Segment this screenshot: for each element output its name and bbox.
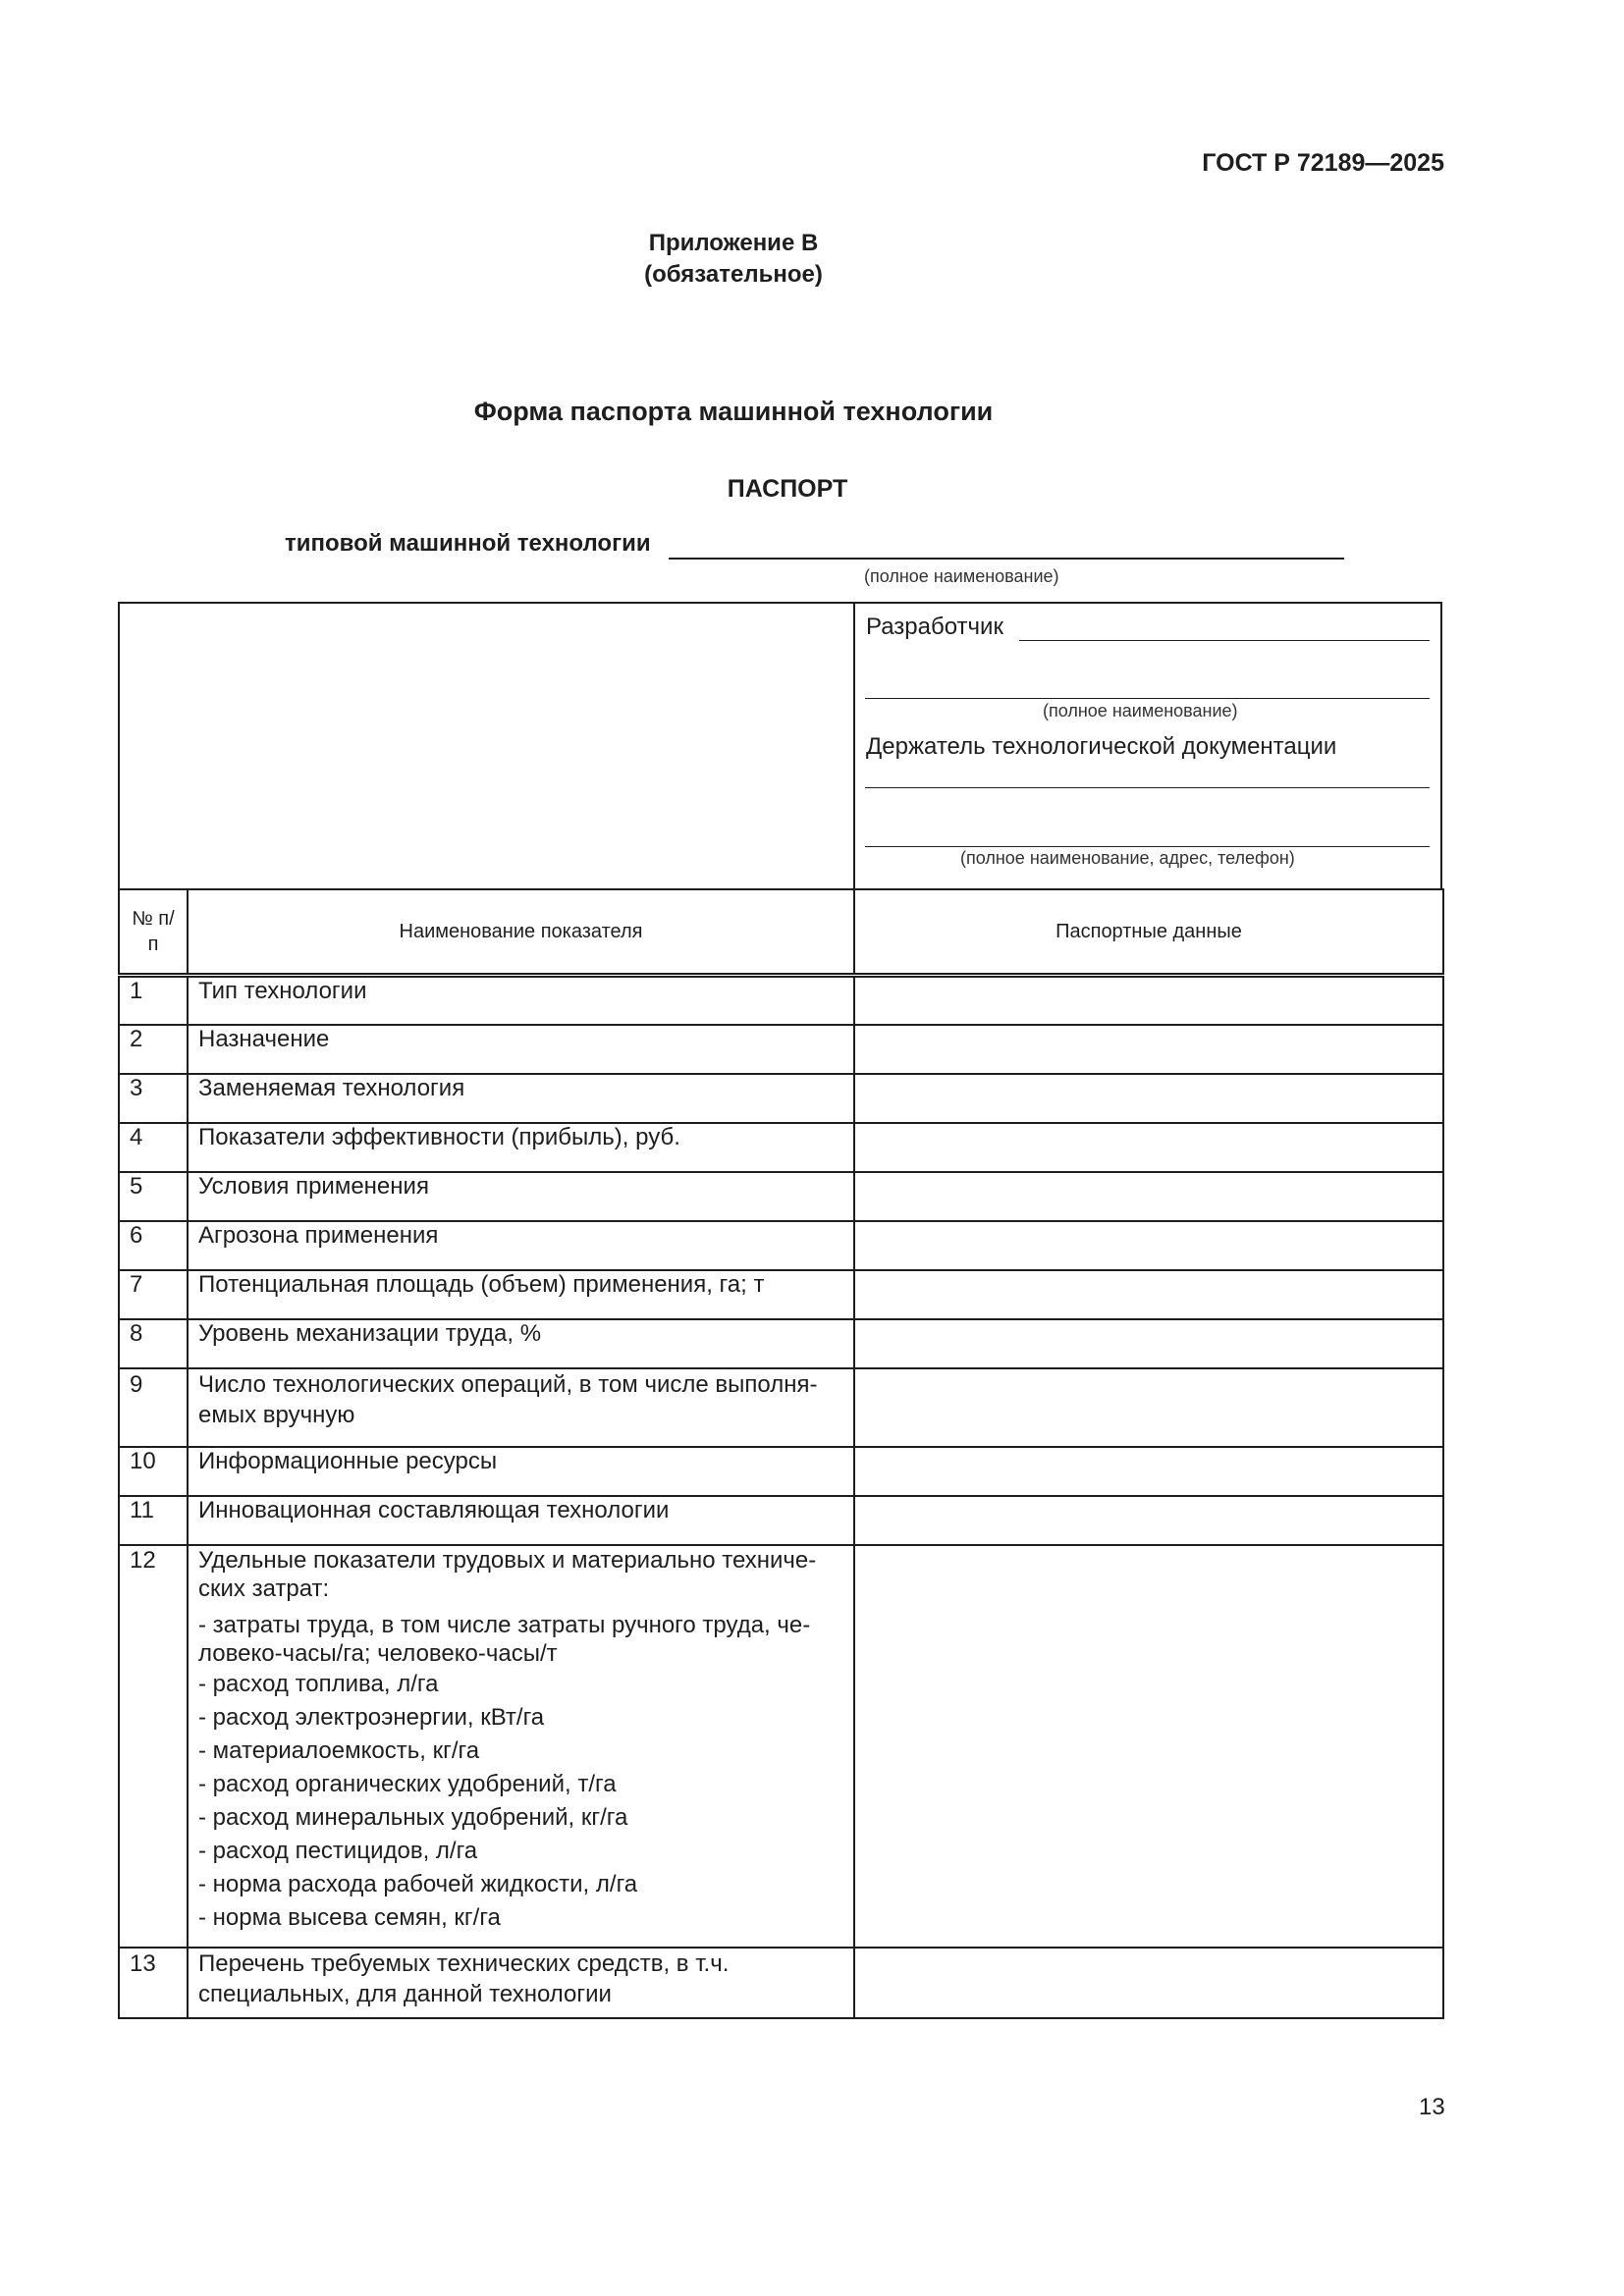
indicator-name: Инновационная составляющая технологии [188, 1496, 854, 1545]
developer-field-line-2 [865, 698, 1430, 699]
row-number: 9 [119, 1368, 188, 1447]
row-number: 6 [119, 1221, 188, 1270]
technology-type-label: типовой машинной технологии [285, 530, 651, 557]
table-row [119, 1545, 1443, 1948]
technology-name-field-line [669, 558, 1344, 560]
passport-data-cell[interactable] [854, 1123, 1443, 1172]
holder-label: Держатель технологической документации [866, 733, 1337, 760]
column-header-data: Паспортные данные [854, 889, 1443, 976]
indicator-name: Число технологических операций, в том числе выполня-емых вручную [188, 1368, 854, 1447]
table-row [119, 1172, 1443, 1221]
passport-data-cell[interactable] [854, 1447, 1443, 1496]
list-item: - расход электроэнергии, кВт/га [198, 1703, 545, 1731]
technology-name-caption: (полное наименование) [864, 566, 1059, 586]
developer-field-line [1019, 640, 1430, 641]
passport-data-cell[interactable] [854, 1368, 1443, 1447]
table-row [119, 976, 1443, 1025]
indicator-name: Агрозона применения [188, 1221, 854, 1270]
table-row [119, 1319, 1443, 1368]
table-row [119, 1270, 1443, 1319]
passport-data-cell[interactable] [854, 1319, 1443, 1368]
page-number: 13 [1419, 2094, 1445, 2120]
passport-data-cell[interactable] [854, 1270, 1443, 1319]
indicator-name: Информационные ресурсы [188, 1447, 854, 1496]
list-item: - норма высева семян, кг/га [198, 1903, 501, 1931]
holder-field-line [865, 787, 1430, 788]
row-number: 1 [119, 976, 188, 1025]
indicator-name: Перечень требуемых технических средств, в т.ч. специальных, для данной технологии [188, 1948, 854, 2018]
passport-data-cell[interactable] [854, 1496, 1443, 1545]
list-item: - норма расхода рабочей жидкости, л/га [198, 1870, 638, 1897]
row-number: 7 [119, 1270, 188, 1319]
standard-number: ГОСТ Р 72189—2025 [1202, 149, 1444, 177]
indicator-group-title: Удельные показатели трудовых и материально техниче-ских затрат: [198, 1546, 817, 1602]
appendix-status: (обязательное) [644, 261, 823, 288]
passport-data-cell[interactable] [854, 1025, 1443, 1074]
holder-field-line-2 [865, 846, 1430, 847]
indicator-name: Показатели эффективности (прибыль), руб. [188, 1123, 854, 1172]
indicator-name: Уровень механизации труда, % [188, 1319, 854, 1368]
table-row [119, 1447, 1443, 1496]
appendix-heading [0, 228, 1545, 291]
passport-data-cell[interactable] [854, 1948, 1443, 2018]
table-header-row [119, 889, 1443, 976]
list-item: - затраты труда, в том числе затраты ручного труда, че-ловеко-часы/га; человеко-часы/т [198, 1611, 811, 1667]
form-title: Форма паспорта машинной технологии [473, 397, 994, 426]
table-row [119, 1221, 1443, 1270]
table-row [119, 1368, 1443, 1447]
row-number: 8 [119, 1319, 188, 1368]
indicator-sublist [198, 1611, 843, 1935]
row-number: 4 [119, 1123, 188, 1172]
table-row [119, 1123, 1443, 1172]
header-box-divider [853, 602, 855, 890]
table-row [119, 1025, 1443, 1074]
table-row [119, 1496, 1443, 1545]
passport-table [118, 888, 1444, 2019]
developer-caption: (полное наименование) [1043, 701, 1238, 721]
column-header-name: Наименование показателя [188, 889, 854, 976]
passport-data-cell[interactable] [854, 1221, 1443, 1270]
list-item: - материалоемкость, кг/га [198, 1736, 480, 1764]
passport-data-cell[interactable] [854, 1172, 1443, 1221]
row-number: 12 [119, 1545, 188, 1948]
list-item: - расход минеральных удобрений, кг/га [198, 1803, 628, 1831]
column-header-num: № п/п [119, 889, 188, 976]
indicator-name: Назначение [188, 1025, 854, 1074]
row-number: 11 [119, 1496, 188, 1545]
row-number: 5 [119, 1172, 188, 1221]
passport-data-cell[interactable] [854, 976, 1443, 1025]
appendix-title: Приложение В [648, 230, 819, 256]
indicator-name: Тип технологии [188, 976, 854, 1025]
passport-title: ПАСПОРТ [727, 475, 848, 503]
developer-label: Разработчик [866, 614, 1003, 640]
row-number: 3 [119, 1074, 188, 1123]
indicator-name: Условия применения [188, 1172, 854, 1221]
table-row [119, 1948, 1443, 2018]
row-number: 13 [119, 1948, 188, 2018]
list-item: - расход топлива, л/га [198, 1670, 439, 1697]
table-row [119, 1074, 1443, 1123]
holder-caption: (полное наименование, адрес, телефон) [960, 848, 1295, 868]
list-item: - расход органических удобрений, т/га [198, 1770, 617, 1797]
indicator-name: Заменяемая технология [188, 1074, 854, 1123]
indicator-name: Потенциальная площадь (объем) применения, га; т [188, 1270, 854, 1319]
passport-data-cell[interactable] [854, 1545, 1443, 1948]
row-number: 10 [119, 1447, 188, 1496]
passport-data-cell[interactable] [854, 1074, 1443, 1123]
list-item: - расход пестицидов, л/га [198, 1837, 478, 1864]
indicator-name [188, 1545, 854, 1948]
row-number: 2 [119, 1025, 188, 1074]
